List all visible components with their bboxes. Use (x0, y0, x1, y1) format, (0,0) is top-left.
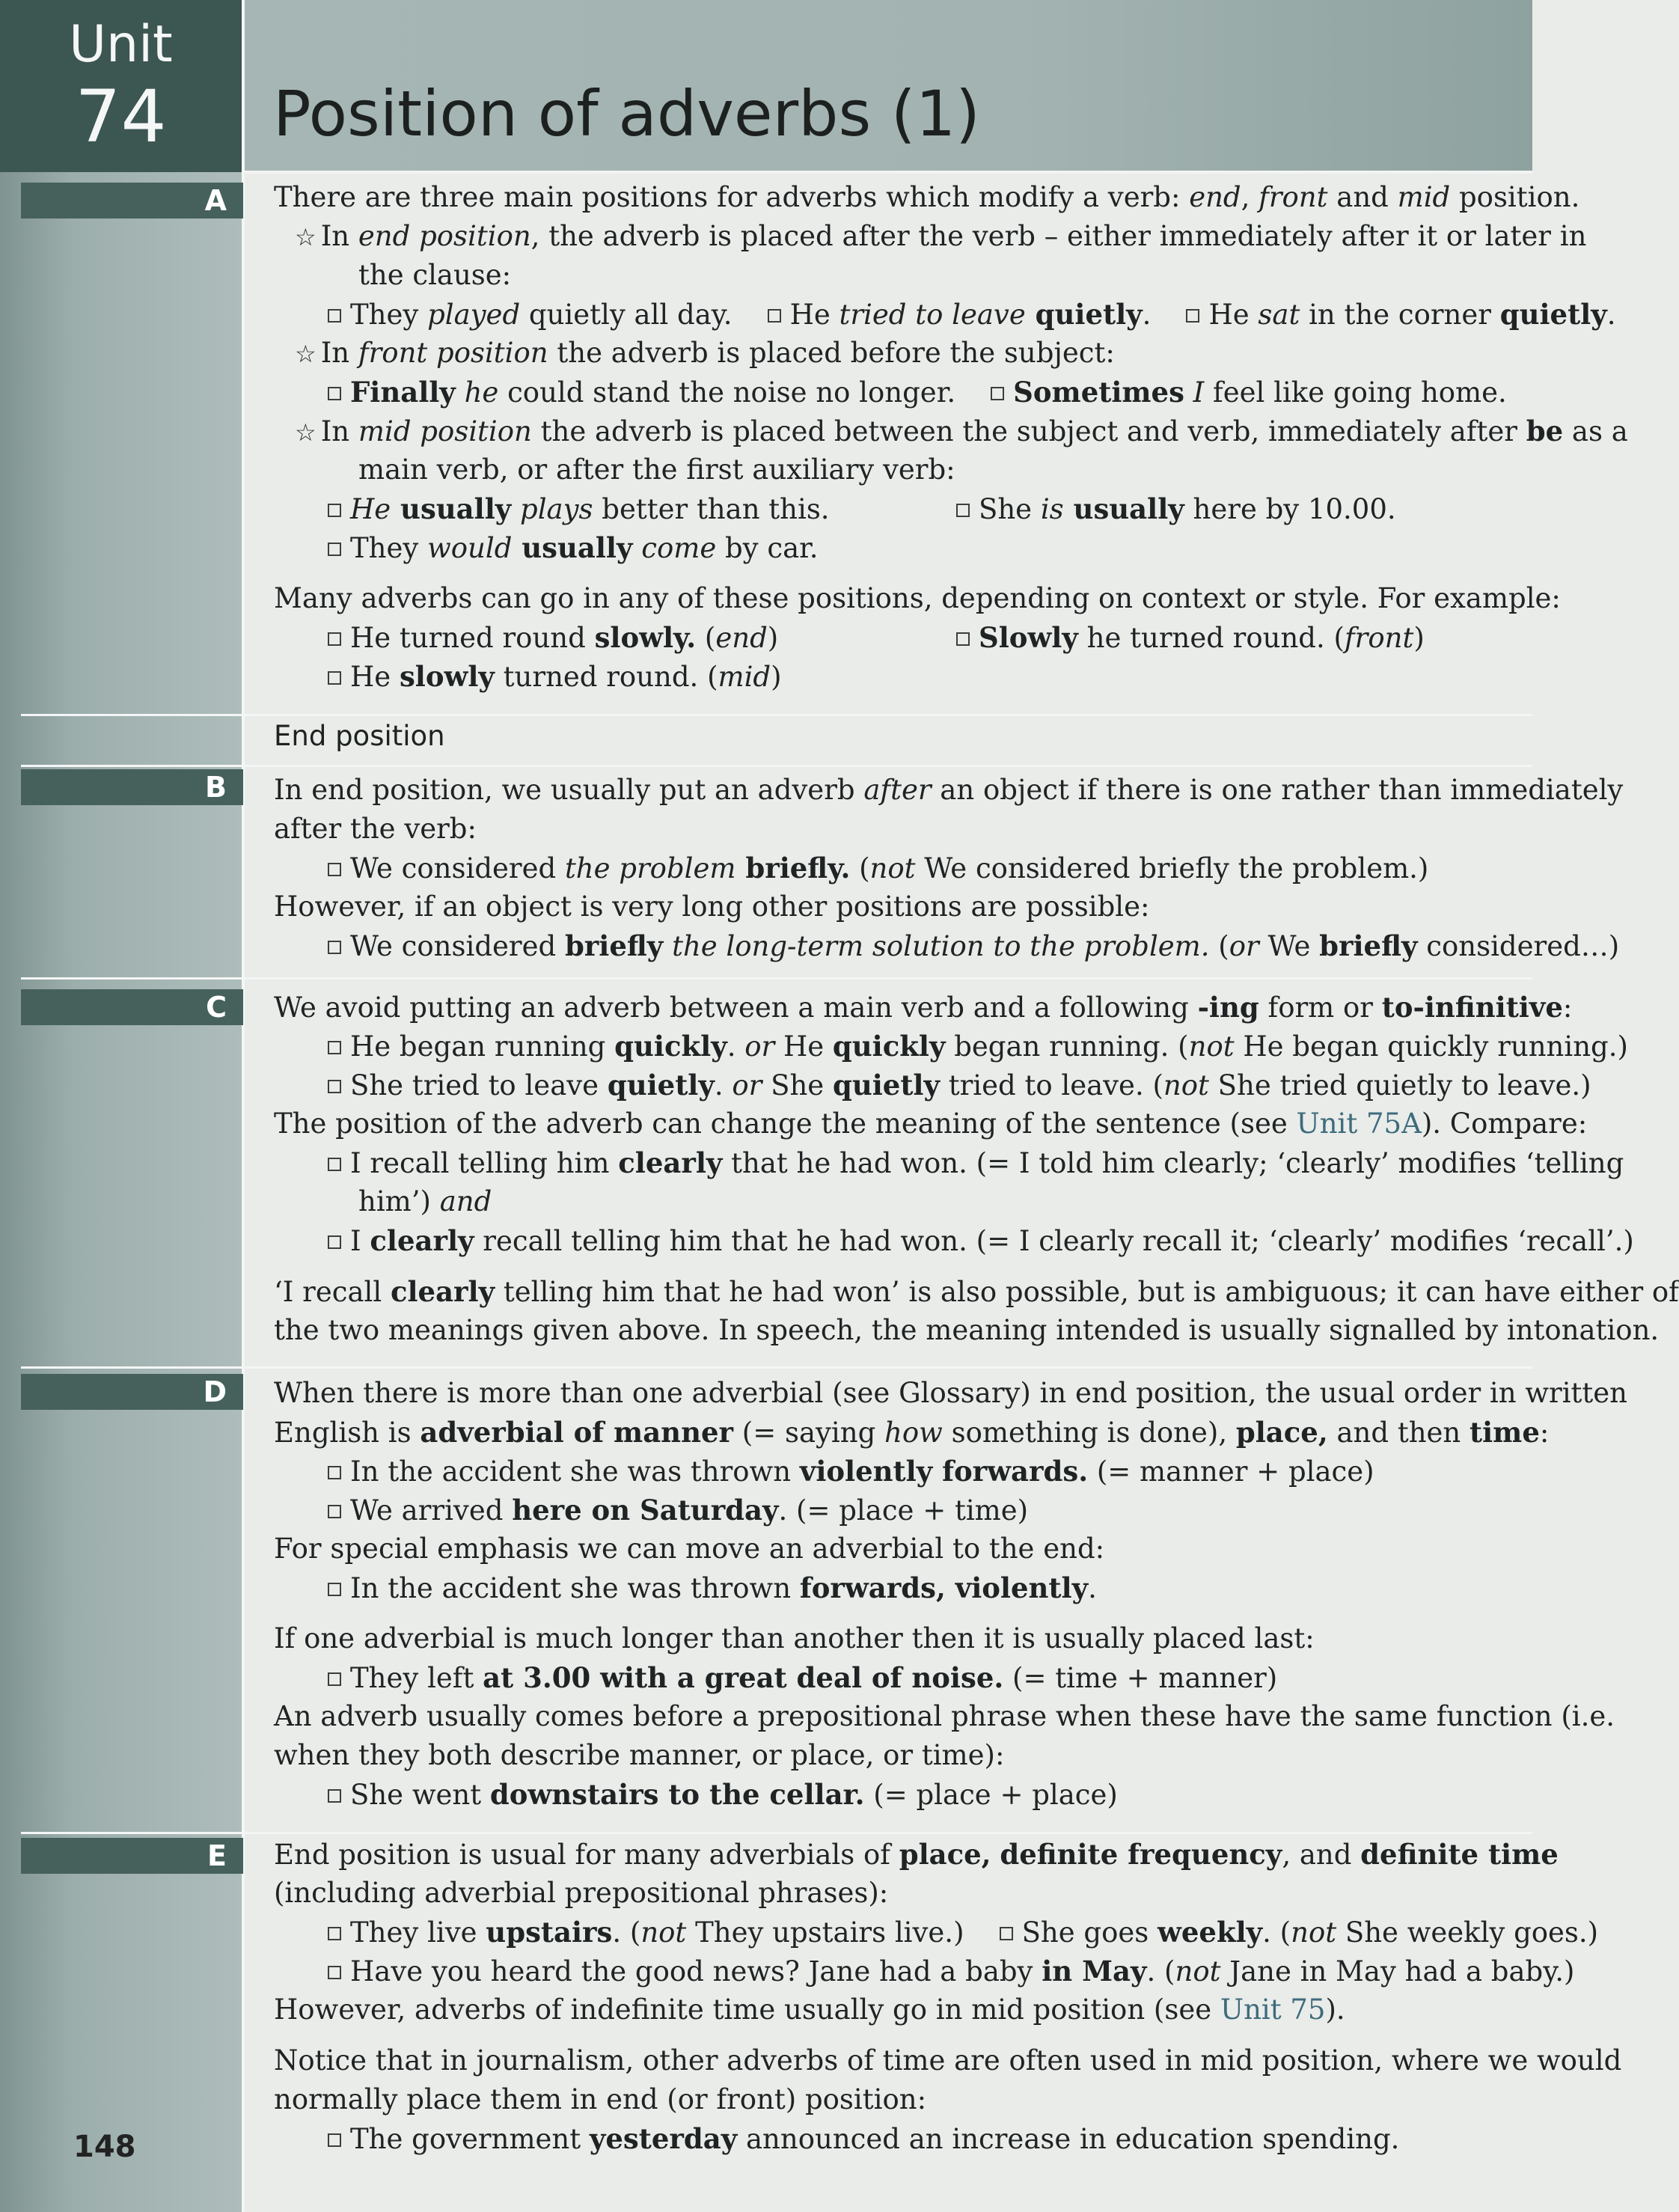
section-d-text: An adverb usually comes before a prepositional phrase when these have the same function (i.e. (274, 1700, 1615, 1732)
page-number: 148 (73, 2130, 136, 2164)
section-letter-a: A (204, 184, 227, 217)
section-letter-c: C (206, 991, 227, 1024)
many-adverbs-note: Many adverbs can go in any of these positions, depending on context or style. For example: (274, 582, 1561, 614)
section-divider (21, 1832, 1532, 1834)
checkbox-icon (328, 309, 341, 323)
checkbox-icon (328, 1789, 341, 1803)
example-row: They would usually come by car. (274, 528, 1516, 567)
section-letter-d: D (203, 1375, 227, 1408)
section-tab-d (21, 1374, 243, 1410)
section-tab-a (21, 183, 243, 219)
unit-box (0, 0, 242, 172)
example-row: Finally he could stand the noise no longer. Sometimes I feel like going home. (274, 373, 1516, 412)
example-row: They left at 3.00 with a great deal of noise. (= time + manner) (274, 1658, 1516, 1697)
section-d (274, 1374, 1627, 1814)
checkbox-icon (328, 543, 341, 556)
star-icon: ☆ (295, 418, 316, 447)
section-letter-b: B (205, 771, 227, 804)
checkbox-icon (328, 1080, 341, 1093)
section-divider (21, 714, 1532, 716)
example-row: I recall telling him clearly that he had won. (= I told him clearly; ‘clearly’ modifies ‘telling (274, 1143, 1516, 1182)
section-d-text: when they both describe manner, or place, or time): (274, 1739, 1005, 1771)
checkbox-icon (328, 504, 341, 517)
unit-75a-link[interactable]: Unit 75A (1296, 1107, 1422, 1140)
checkbox-icon (328, 387, 341, 400)
checkbox-icon (328, 1672, 341, 1686)
example-row: We arrived here on Saturday. (= place + time) (274, 1491, 1516, 1530)
section-b-text: after the verb: (274, 813, 477, 845)
section-b-text: In end position, we usually put an adverb after an object if there is one rather than immediately (274, 774, 1624, 806)
left-column-band (0, 0, 243, 2212)
section-tab-e (21, 1838, 243, 1874)
section-e-text: (including adverbial prepositional phrases): (274, 1877, 889, 1909)
checkbox-icon (1186, 309, 1199, 323)
checkbox-icon (956, 504, 970, 517)
checkbox-icon (328, 863, 341, 876)
checkbox-icon (328, 671, 341, 685)
section-b-text: However, if an object is very long other positions are possible: (274, 890, 1150, 923)
end-position-heading: End position (274, 720, 445, 752)
section-d-text: If one adverbial is much longer than another then it is usually placed last: (274, 1622, 1315, 1655)
header-divider (243, 171, 1532, 174)
section-a (274, 178, 1628, 696)
example-row: In the accident she was thrown forwards, violently. (274, 1568, 1516, 1607)
checkbox-icon (328, 1158, 341, 1171)
section-d-text: For special emphasis we can move an adverbial to the end: (274, 1533, 1105, 1565)
unit-75-link[interactable]: Unit 75 (1220, 1993, 1326, 2026)
section-d-text: When there is more than one adverbial (see Glossary) in end position, the usual order in written (274, 1377, 1627, 1409)
example-row: They played quietly all day. He tried to leave quietly. He sat in the corner quietly. (274, 295, 1516, 334)
checkbox-icon (956, 632, 970, 646)
example-row: The government yesterday announced an increase in education spending. (274, 2119, 1516, 2158)
example-row: They live upstairs. (not They upstairs live.) She goes weekly. (not She weekly goes.) (274, 1913, 1516, 1952)
section-c-text: ‘I recall clearly telling him that he had won’ is also possible, but is ambiguous; it can have either of (274, 1275, 1679, 1308)
section-a-intro: There are three main positions for adverbs which modify a verb: end, front and mid position. (274, 181, 1580, 213)
checkbox-icon (328, 1966, 341, 1979)
checkbox-icon (991, 387, 1004, 400)
section-e (274, 1835, 1622, 2158)
mid-position-rule: ☆ In mid position the adverb is placed between the subject and verb, immediately after be as a (295, 415, 1628, 447)
example-row: We considered the problem briefly. (not We considered briefly the problem.) (274, 849, 1516, 887)
end-position-rule: ☆ In end position, the adverb is placed after the verb – either immediately after it or later in (295, 220, 1587, 252)
section-divider (21, 765, 1532, 767)
checkbox-icon (328, 1583, 341, 1596)
section-tab-c (21, 989, 243, 1025)
section-e-text: normally place them in end (or front) position: (274, 2083, 927, 2115)
checkbox-icon (328, 1927, 341, 1940)
checkbox-icon (1000, 1927, 1013, 1940)
section-c-text: the two meanings given above. In speech, the meaning intended is usually signalled by intonation. (274, 1314, 1660, 1346)
mid-position-rule-cont: main verb, or after the first auxiliary verb: (358, 453, 955, 486)
page-title: Position of adverbs (1) (273, 77, 980, 150)
checkbox-icon (328, 632, 341, 646)
checkbox-icon (328, 1466, 341, 1479)
example-row: He turned round slowly. (end) Slowly he turned round. (front) (274, 618, 1516, 657)
checkbox-icon (328, 2133, 341, 2147)
section-b (274, 771, 1624, 965)
section-c (274, 988, 1679, 1350)
section-e-text: End position is usual for many adverbials of place, definite frequency, and definite time (274, 1838, 1559, 1871)
example-row: Have you heard the good news? Jane had a baby in May. (not Jane in May had a baby.) (274, 1952, 1516, 1991)
section-e-text: However, adverbs of indefinite time usually go in mid position (see Unit 75). (274, 1993, 1345, 2026)
star-icon: ☆ (295, 223, 316, 251)
section-c-text: The position of the adverb can change the meaning of the sentence (see Unit 75A). Compare: (274, 1107, 1588, 1140)
checkbox-icon (768, 309, 781, 323)
example-row-cont: him’) and (358, 1185, 492, 1217)
end-position-rule-cont: the clause: (358, 259, 512, 291)
checkbox-icon (328, 941, 341, 954)
section-c-text: We avoid putting an adverb between a main verb and a following -ing form or to-infinitive: (274, 991, 1573, 1024)
section-d-text: English is adverbial of manner (= saying how something is done), place, and then time: (274, 1416, 1550, 1449)
column-divider (242, 0, 245, 2212)
section-divider (21, 1366, 1532, 1369)
unit-number: 74 (75, 75, 167, 159)
star-icon: ☆ (295, 340, 316, 368)
checkbox-icon (328, 1235, 341, 1249)
example-row: He began running quickly. or He quickly began running. (not He began quickly running.) (274, 1027, 1516, 1066)
example-row: He slowly turned round. (mid) (274, 657, 1516, 696)
example-row: She tried to leave quietly. or She quietly tried to leave. (not She tried quietly to leave.) (274, 1066, 1516, 1105)
section-tab-b (21, 769, 243, 805)
example-row: She went downstairs to the cellar. (= place + place) (274, 1775, 1516, 1814)
example-row: He usually plays better than this. She is usually here by 10.00. (274, 489, 1516, 528)
example-row: In the accident she was thrown violently forwards. (= manner + place) (274, 1452, 1516, 1491)
checkbox-icon (328, 1505, 341, 1518)
front-position-rule: ☆ In front position the adverb is placed before the subject: (295, 337, 1115, 369)
example-row: We considered briefly the long-term solution to the problem. (or We briefly considered…) (274, 926, 1516, 965)
section-e-text: Notice that in journalism, other adverbs of time are often used in mid position, where we would (274, 2044, 1622, 2077)
section-letter-e: E (207, 1839, 227, 1872)
end-position-heading-row (274, 717, 1516, 756)
unit-label: Unit (69, 15, 173, 74)
checkbox-icon (328, 1041, 341, 1054)
section-divider (21, 977, 1532, 980)
example-row: I clearly recall telling him that he had won. (= I clearly recall it; ‘clearly’ modifies ‘recall’.) (274, 1221, 1516, 1260)
